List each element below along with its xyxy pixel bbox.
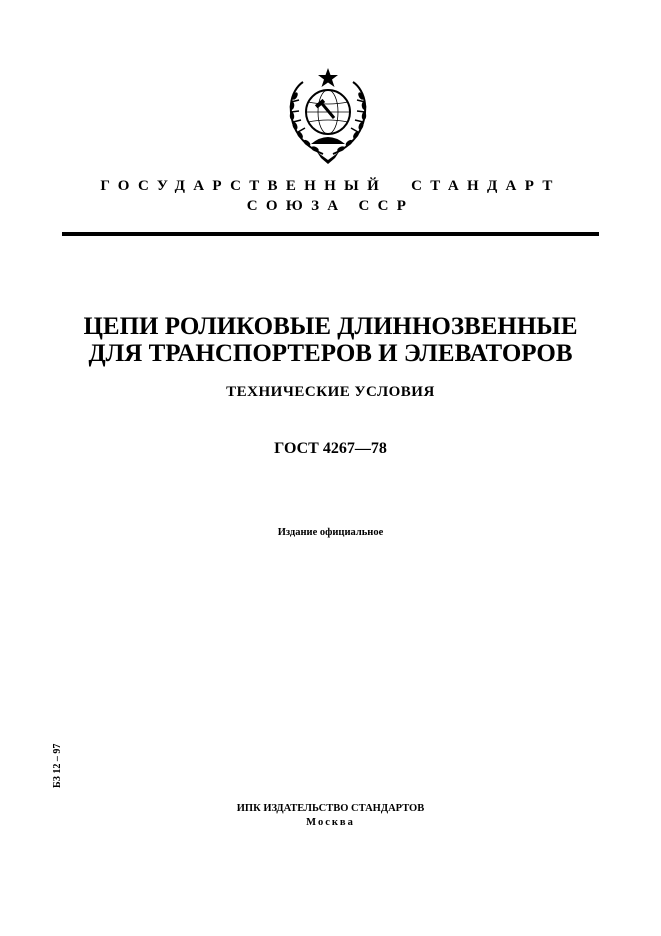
document-title-line-2: ДЛЯ ТРАНСПОРТЕРОВ И ЭЛЕВАТОРОВ xyxy=(88,340,573,367)
publisher-name: ИПК ИЗДАТЕЛЬСТВО СТАНДАРТОВ xyxy=(236,803,425,814)
header-divider xyxy=(62,232,599,236)
side-catalog-code: БЗ 12 – 97 xyxy=(52,743,63,788)
edition-note: Издание официальное xyxy=(277,527,384,538)
document-title-line-1: ЦЕПИ РОЛИКОВЫЕ ДЛИННОЗВЕННЫЕ xyxy=(83,313,578,340)
header-state-standard: ГОСУДАРСТВЕННЫЙ СТАНДАРТ xyxy=(100,178,561,194)
header-ussr: СОЮЗА ССР xyxy=(246,198,415,214)
document-subtitle: ТЕХНИЧЕСКИЕ УСЛОВИЯ xyxy=(226,384,435,400)
publisher-city: Москва xyxy=(306,817,355,828)
ussr-coat-of-arms-icon xyxy=(283,66,373,166)
standard-number: ГОСТ 4267—78 xyxy=(274,440,387,457)
